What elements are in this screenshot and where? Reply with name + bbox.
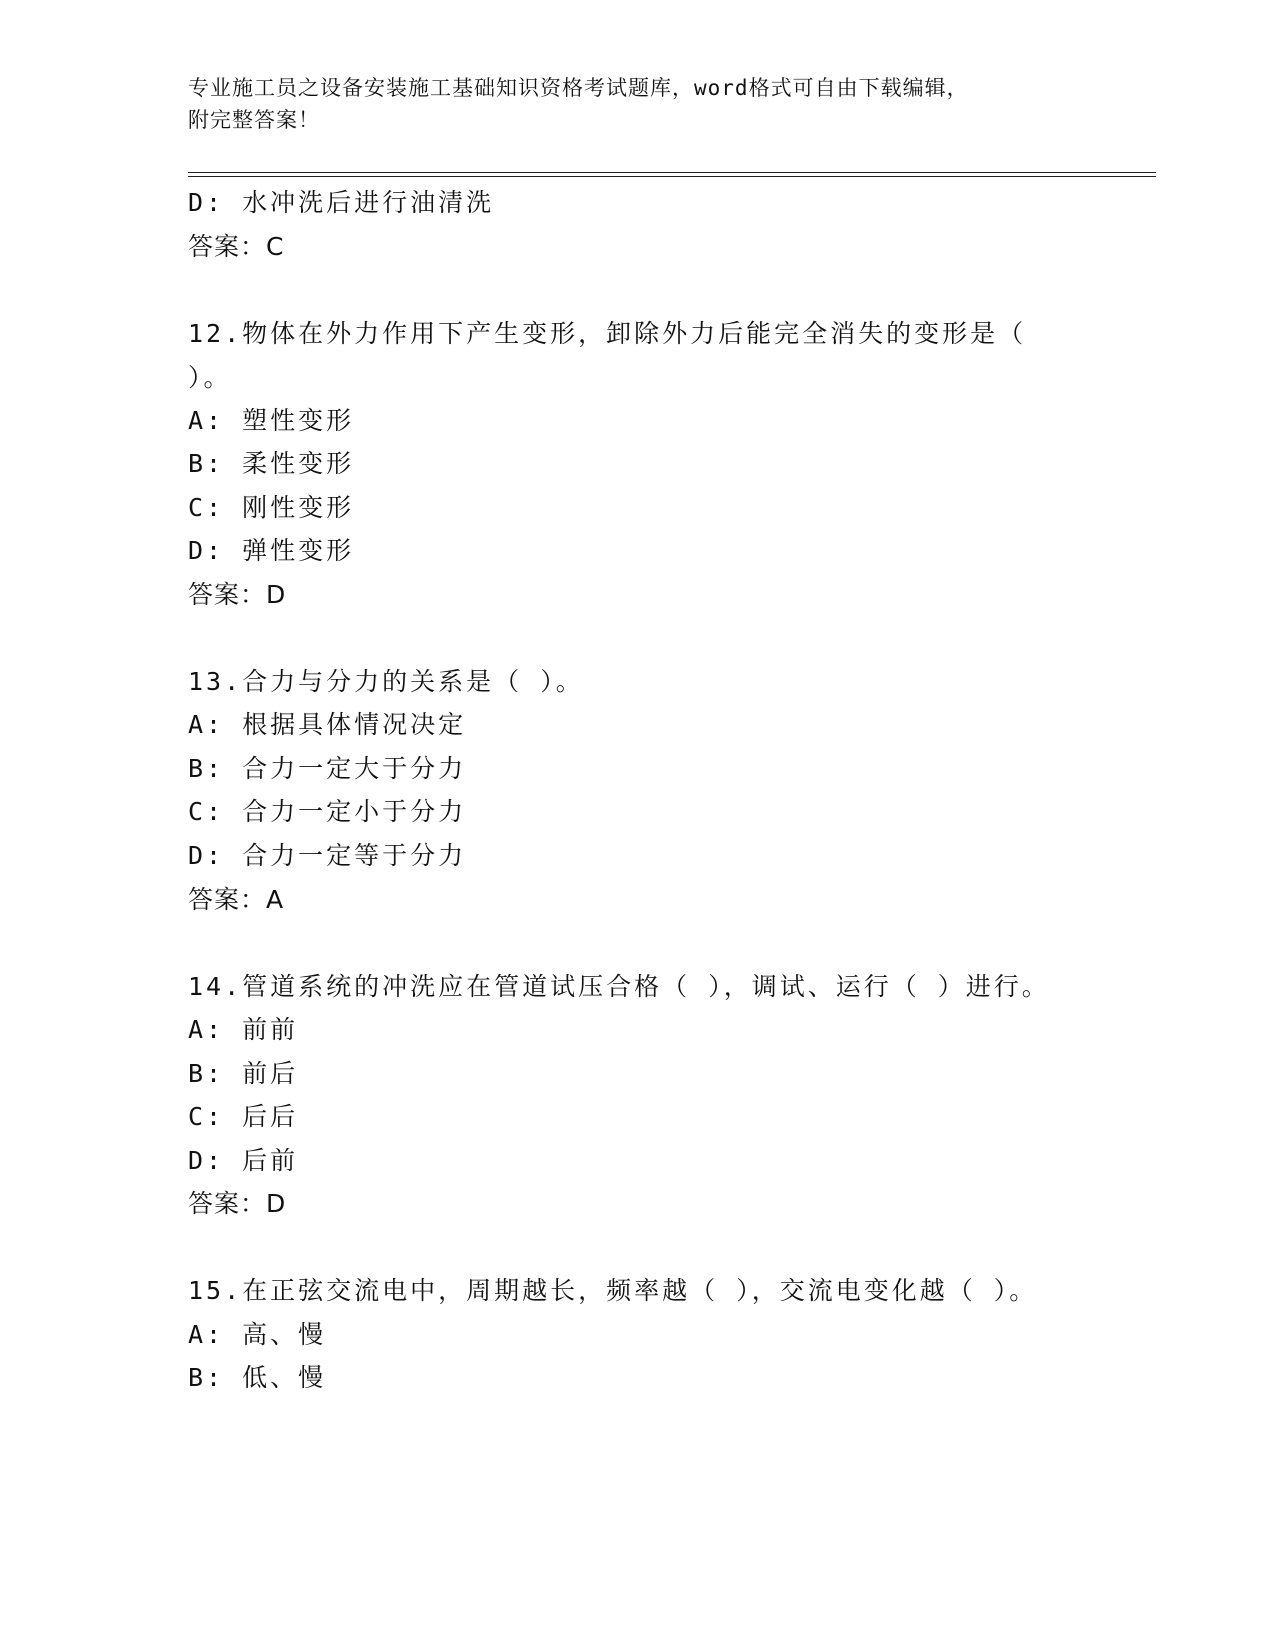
question-15-option-b: B: 低、慢: [188, 1363, 327, 1392]
document-header-line-1: 专业施工员之设备安装施工基础知识资格考试题库，word格式可自由下载编辑，: [188, 76, 969, 100]
header-divider-top: [188, 172, 1156, 173]
question-14-option-b: B: 前后: [188, 1059, 299, 1088]
prev-answer: 答案：C: [188, 232, 285, 261]
question-14-stem: 14.管道系统的冲洗应在管道试压合格（ ），调试、运行（ ）进行。: [188, 972, 1050, 1001]
question-12-option-b: B: 柔性变形: [188, 449, 355, 478]
question-13-answer: 答案：A: [188, 885, 285, 914]
question-13-option-a: A: 根据具体情况决定: [188, 710, 467, 739]
question-12-option-d: D: 弹性变形: [188, 536, 355, 565]
question-14-option-d: D: 后前: [188, 1146, 299, 1175]
question-12-answer: 答案：D: [188, 580, 287, 609]
question-15-stem: 15.在正弦交流电中，周期越长，频率越（ ），交流电变化越（ ）。: [188, 1276, 1038, 1305]
question-14-option-a: A: 前前: [188, 1015, 299, 1044]
document-header-line-2: 附完整答案！: [188, 108, 320, 132]
question-14-option-c: C: 后后: [188, 1102, 299, 1131]
header-divider-bottom: [188, 176, 1156, 177]
prev-option-d: D: 水冲洗后进行油清洗: [188, 188, 495, 217]
question-13-option-d: D: 合力一定等于分力: [188, 841, 467, 870]
question-13-option-c: C: 合力一定小于分力: [188, 797, 467, 826]
question-15-option-a: A: 高、慢: [188, 1320, 327, 1349]
question-14-answer: 答案：D: [188, 1189, 287, 1218]
question-13-option-b: B: 合力一定大于分力: [188, 754, 467, 783]
question-13-stem: 13.合力与分力的关系是（ ）。: [188, 667, 584, 696]
question-12-option-a: A: 塑性变形: [188, 406, 355, 435]
question-12-option-c: C: 刚性变形: [188, 493, 355, 522]
question-12-stem-line-2: ）。: [188, 363, 232, 392]
question-12-stem-line-1: 12.物体在外力作用下产生变形，卸除外力后能完全消失的变形是（: [188, 319, 1027, 348]
